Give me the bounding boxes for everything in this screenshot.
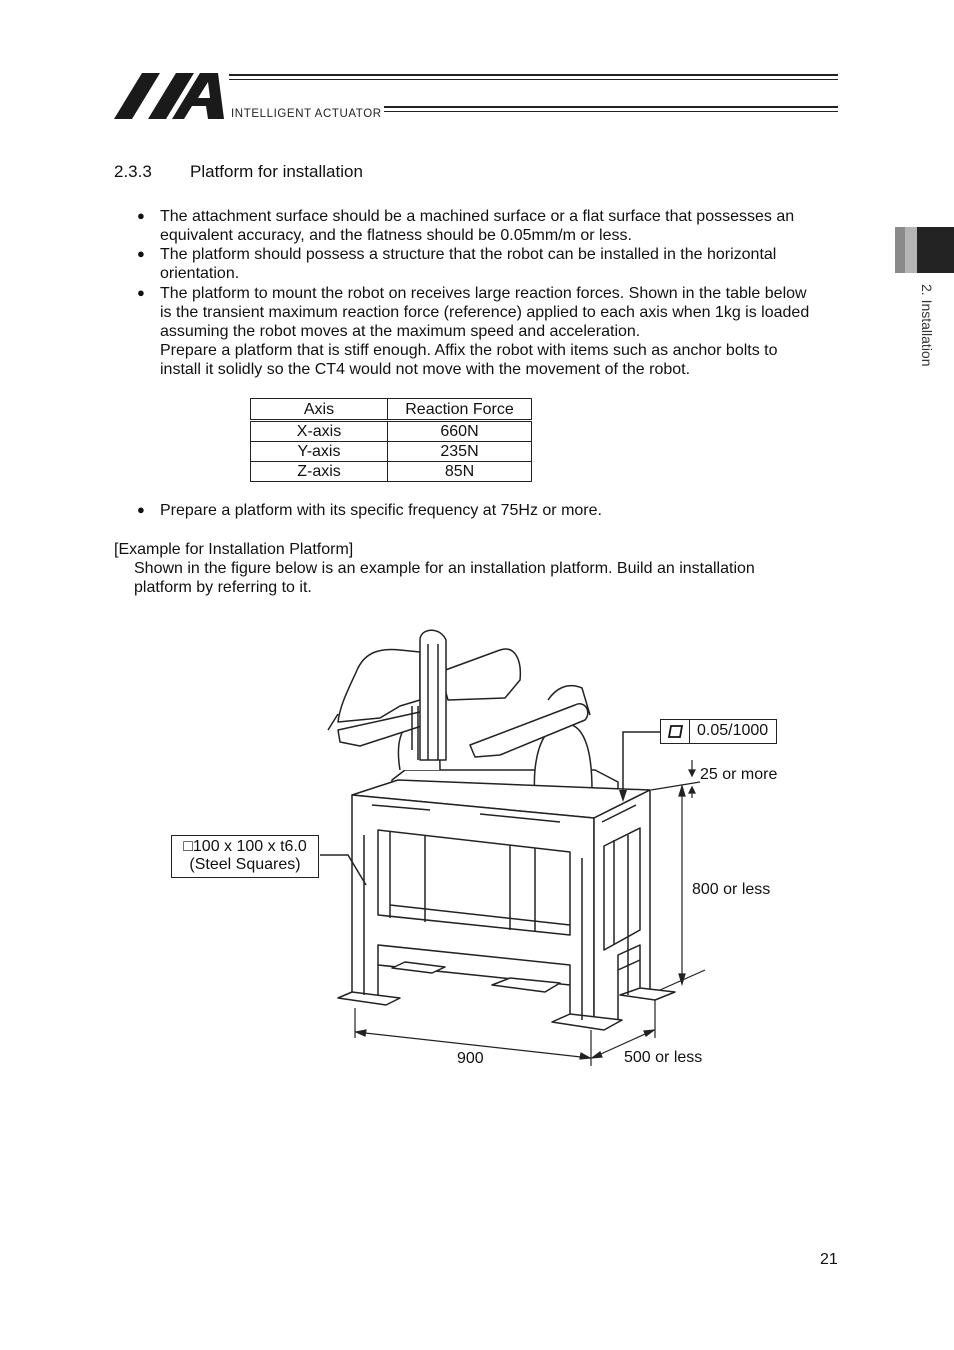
flatness-symbol-cell [661,720,690,743]
section-title: Platform for installation [190,162,363,181]
bullet-line: orientation. [160,265,240,282]
bullet-line: install it solidly so the CT4 would not move with the movement of the robot. [160,361,691,378]
table-header-cell: Reaction Force [388,399,532,421]
dim-width: 900 [457,1050,484,1067]
example-line: platform by referring to it. [134,579,312,596]
steel-spec: □100 x 100 x t6.0 [183,838,307,855]
table-cell: 660N [388,421,532,442]
brand-name: INTELLIGENT ACTUATOR [231,108,382,120]
dim-height: 800 or less [692,881,771,898]
steel-type: (Steel Squares) [189,856,301,873]
table-header-cell: Axis [251,399,388,421]
bullet-line: Prepare a platform that is stiff enough. Affix the robot with items such as anchor bolts to [160,342,778,359]
flatness-callout [660,719,777,744]
bullet-line: Prepare a platform with its specific frequency at 75Hz or more. [160,502,602,519]
flatness-icon [661,720,689,743]
bullet-icon: ● [137,208,145,223]
bullet-line: The attachment surface should be a machined surface or a flat surface that possesses an [160,208,795,225]
table-cell: Y-axis [251,442,388,462]
bullet-line: assuming the robot moves at the maximum speed and acceleration. [160,323,641,340]
dim-depth: 500 or less [624,1049,703,1066]
bullet-icon: ● [137,285,145,300]
example-heading: [Example for Installation Platform] [114,541,354,558]
bullet-icon: ● [137,246,145,261]
table-cell: 235N [388,442,532,462]
side-tab-label: 2. Installation [919,284,935,367]
bullet-line: The platform to mount the robot on receives large reaction forces. Shown in the table below [160,285,807,302]
flatness-value: 0.05/1000 [697,722,769,739]
page-number: 21 [820,1251,838,1268]
dim-top-clearance: 25 or more [700,766,778,783]
bullet-line: equivalent accuracy, and the flatness should be 0.05mm/m or less. [160,227,632,244]
example-line: Shown in the figure below is an example for an installation platform. Build an installation [134,560,755,577]
steel-squares-callout [171,835,319,878]
table-cell: 85N [388,462,532,482]
table-cell: Z-axis [251,462,388,482]
section-number: 2.3.3 [114,162,152,181]
bullet-icon: ● [137,502,145,517]
bullet-line: The platform should possess a structure that the robot can be installed in the horizontal [160,246,777,263]
table-cell: X-axis [251,421,388,442]
bullet-line: is the transient maximum reaction force (reference) applied to each axis when 1kg is loaded [160,304,810,321]
